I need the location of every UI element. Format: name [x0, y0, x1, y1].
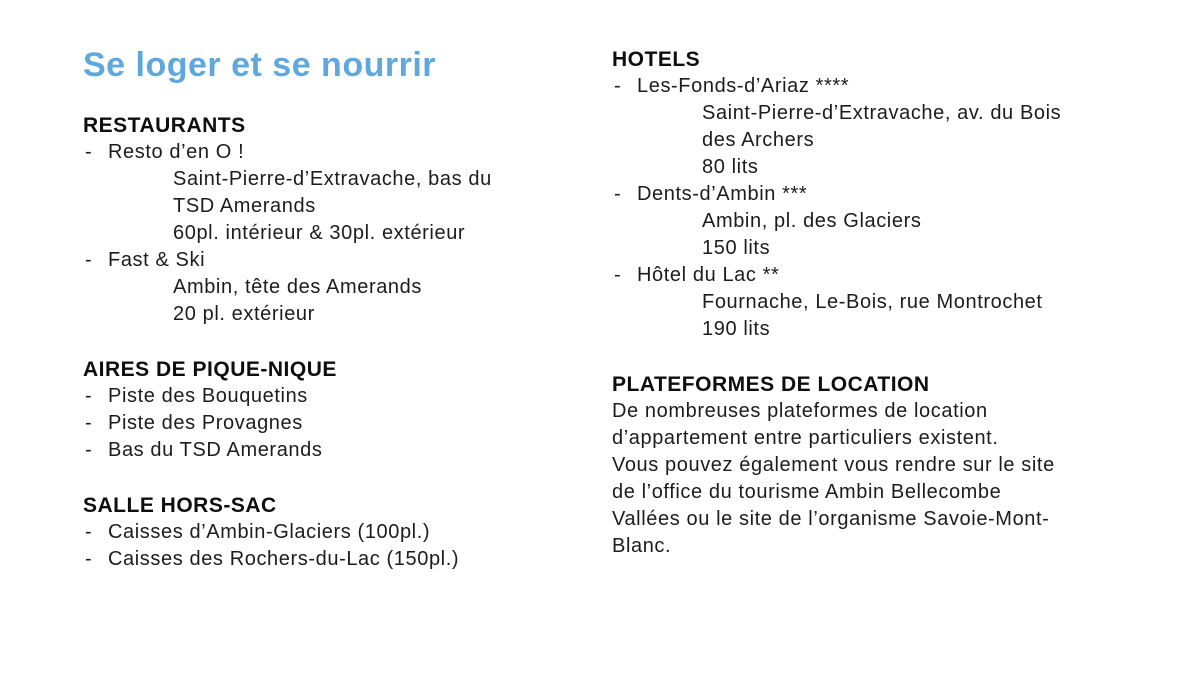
- list-item-label: Piste des Bouquetins: [108, 385, 308, 407]
- list-item-dents-dambin: [612, 181, 1152, 208]
- bullet-dash: -: [85, 412, 93, 434]
- left-column: [83, 44, 588, 573]
- list-item-label: Caisses des Rochers-du-Lac (150pl.): [108, 548, 460, 570]
- bullet-dash: -: [614, 183, 622, 205]
- bullet-dash: -: [85, 521, 93, 543]
- section-restaurants: [83, 112, 588, 328]
- list-item-hotel-du-lac: [612, 262, 1152, 289]
- item-detail-line: 150 lits: [702, 237, 771, 259]
- bullet-dash: -: [614, 264, 622, 286]
- section-hotels: [612, 46, 1152, 343]
- paragraph-line: Vous pouvez également vous rendre sur le site: [612, 454, 1055, 476]
- list-item-label: Hôtel du Lac **: [637, 264, 780, 286]
- paragraph-line: d’appartement entre particuliers existent.: [612, 427, 999, 449]
- list-item-label: Piste des Provagnes: [108, 412, 303, 434]
- bullet-dash: -: [85, 385, 93, 407]
- item-detail-line: 80 lits: [702, 156, 759, 178]
- item-detail-line: des Archers: [702, 129, 815, 151]
- item-detail-line: 20 pl. extérieur: [173, 303, 315, 325]
- section-heading-salle-hors-sac: SALLE HORS-SAC: [83, 494, 277, 517]
- section-salle-hors-sac: [83, 492, 588, 573]
- list-item-piste-provagnes: [83, 410, 588, 437]
- list-item-caisses-rochers-du-lac: [83, 546, 588, 573]
- paragraph-line: De nombreuses plateformes de location: [612, 400, 988, 422]
- item-detail-line: Saint-Pierre-d’Extravache, bas du: [173, 168, 492, 190]
- list-item-resto-den-o: [83, 139, 588, 166]
- item-detail-line: Ambin, tête des Amerands: [173, 276, 422, 298]
- list-item-caisses-ambin-glaciers: [83, 519, 588, 546]
- section-heading-restaurants: RESTAURANTS: [83, 114, 246, 137]
- bullet-dash: -: [614, 75, 622, 97]
- item-detail-line: TSD Amerands: [173, 195, 316, 217]
- section-heading-hotels: HOTELS: [612, 48, 701, 71]
- bullet-dash: -: [85, 439, 93, 461]
- item-detail-line: 60pl. intérieur & 30pl. extérieur: [173, 222, 466, 244]
- list-item-les-fonds-dariaz: [612, 73, 1152, 100]
- item-detail-line: 190 lits: [702, 318, 771, 340]
- page-title: Se loger et se nourrir: [83, 46, 436, 84]
- list-item-label: Caisses d’Ambin-Glaciers (100pl.): [108, 521, 431, 543]
- bullet-dash: -: [85, 249, 93, 271]
- section-aires-pique-nique: [83, 356, 588, 464]
- list-item-label: Fast & Ski: [108, 249, 206, 271]
- list-item-label: Les-Fonds-d’Ariaz ****: [637, 75, 850, 97]
- paragraph-line: Blanc.: [612, 535, 672, 557]
- list-item-bas-tsd-amerands: [83, 437, 588, 464]
- bullet-dash: -: [85, 141, 93, 163]
- item-detail-line: Fournache, Le-Bois, rue Montrochet: [702, 291, 1043, 313]
- list-item-fast-ski: [83, 247, 588, 274]
- list-item-label: Resto d’en O !: [108, 141, 245, 163]
- section-heading-aires-pique-nique: AIRES DE PIQUE-NIQUE: [83, 358, 337, 381]
- list-item-piste-bouquetins: [83, 383, 588, 410]
- list-item-label: Bas du TSD Amerands: [108, 439, 323, 461]
- right-column: [612, 46, 1152, 560]
- list-item-label: Dents-d’Ambin ***: [637, 183, 808, 205]
- item-detail-line: Ambin, pl. des Glaciers: [702, 210, 922, 232]
- section-heading-plateformes-location: PLATEFORMES DE LOCATION: [612, 373, 930, 396]
- paragraph-line: de l’office du tourisme Ambin Bellecombe: [612, 481, 1002, 503]
- item-detail-line: Saint-Pierre-d’Extravache, av. du Bois: [702, 102, 1062, 124]
- section-plateformes-location: [612, 371, 1152, 560]
- bullet-dash: -: [85, 548, 93, 570]
- paragraph-line: Vallées ou le site de l’organisme Savoie-Mont-: [612, 508, 1050, 530]
